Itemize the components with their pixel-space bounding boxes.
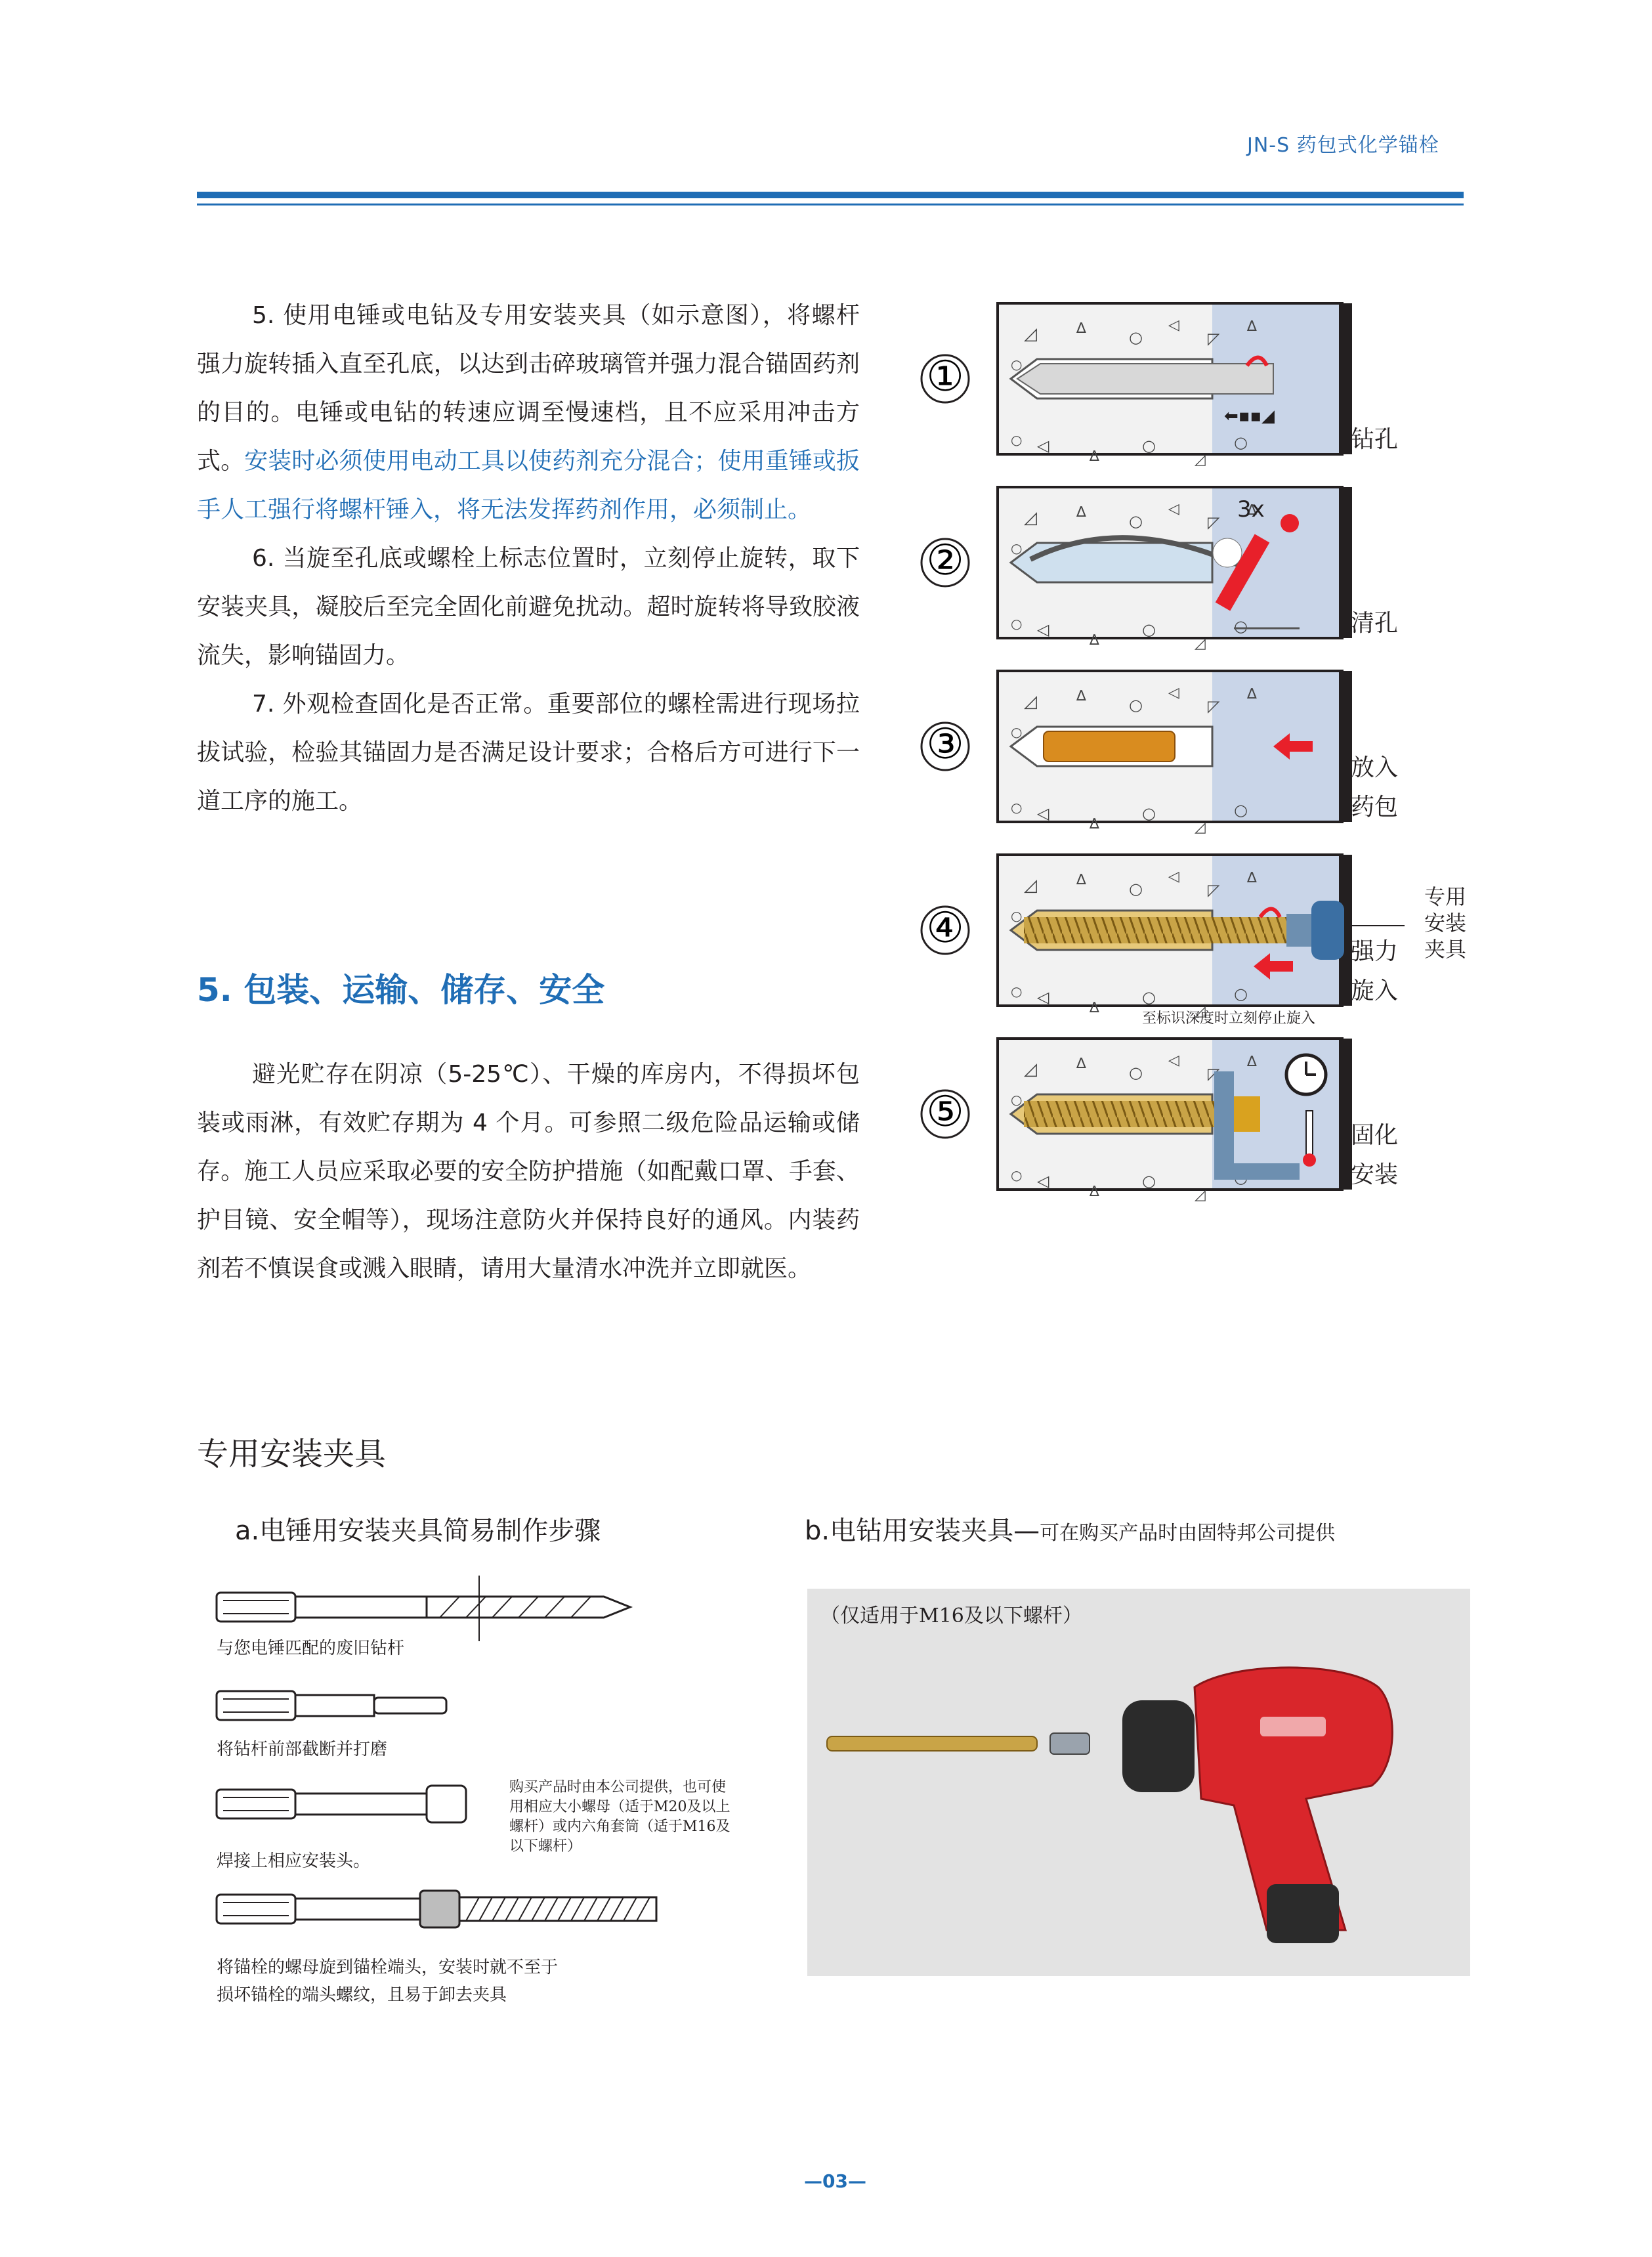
electric-drill-illustration xyxy=(807,1589,1470,1976)
step-3-number: ③ xyxy=(926,720,964,769)
depth-note: 至标识深度时立刻停止旋入 xyxy=(1142,1010,1316,1027)
step-2-marker xyxy=(921,536,969,586)
svg-text:⬅▪▪◢: ⬅▪▪◢ xyxy=(1224,406,1275,426)
fixture-a-caption-2: 将钻杆前部截断并打磨 xyxy=(217,1740,388,1759)
step-4-label xyxy=(1351,932,1398,1011)
step-5-label-line1: 固化 xyxy=(1351,1122,1399,1149)
page-number: —03— xyxy=(804,2170,866,2192)
step-5-label-line2: 安装 xyxy=(1351,1161,1399,1188)
fixture-label-line3: 夹具 xyxy=(1424,937,1466,962)
fixture-a-note-line3: 螺杆）或内六角套筒（适于M16及 xyxy=(509,1818,731,1835)
fixture-a-note-line2: 用相应大小螺母（适于M20及以上 xyxy=(509,1799,731,1815)
step-5-warning: 安装时必须使用电动工具以使药剂充分混合；使用重锤或扳手人工强行将螺杆锤入，将无法发挥药剂作用，必须制止。 xyxy=(197,448,860,523)
step-4-number: ④ xyxy=(926,904,964,953)
step-3-label-line1: 放入 xyxy=(1351,754,1399,781)
installation-diagram: ◿ ∆ ○ ◁ ○ ⬅▪▪◢ ① 3x ② ③ ④ ⑤ xyxy=(906,289,1470,1208)
fixture-a-heading: a.电锤用安装夹具简易制作步骤 xyxy=(235,1516,601,1546)
fixture-a-note-line1: 购买产品时由本公司提供，也可使 xyxy=(509,1779,727,1795)
step-4-panel xyxy=(998,855,1352,1020)
step-3-label-line2: 药包 xyxy=(1351,794,1399,821)
step-5-text: 5. 使用电锤或电钻及专用安装夹具（如示意图），将螺杆强力旋转插入直至孔底，以达到击碎玻璃管并强力混合锚固药剂的目的。电锤或电钻的转速应调至慢速档，且不应采用冲击方式。 xyxy=(197,302,860,475)
step-7-paragraph: 7. 外观检查固化是否正常。重要部位的螺栓需进行现场拉拔试验，检验其锚固力是否满足设计要求；合格后方可进行下一道工序的施工。 xyxy=(197,691,860,815)
header-title: JN-S 药包式化学锚栓 xyxy=(1247,134,1439,157)
section-body xyxy=(197,1050,860,1293)
step-4-label-line2: 旋入 xyxy=(1351,978,1399,1004)
fixture-a-caption-1: 与您电锤匹配的废旧钻杆 xyxy=(217,1639,405,1658)
step-2-label: 清孔 xyxy=(1351,610,1399,637)
welded-head xyxy=(217,1786,466,1822)
step-2-badge: 3x xyxy=(1237,496,1265,523)
fixtures-title: 专用安装夹具 xyxy=(197,1436,387,1472)
fixture-a-note xyxy=(509,1778,759,1857)
fixture-a-caption-5: 损坏锚栓的端头螺纹，且易于卸去夹具 xyxy=(217,1985,507,2005)
anchor-rod xyxy=(827,1736,1037,1751)
fixture-a-illustrations xyxy=(210,1562,735,1983)
fixture-b-heading xyxy=(805,1510,1335,1547)
step-5-label xyxy=(1351,1116,1398,1195)
step-1-label: 钻孔 xyxy=(1351,426,1399,453)
step-5-number: ⑤ xyxy=(926,1088,964,1136)
assembled-fixture xyxy=(217,1891,656,1927)
step-5-panel xyxy=(998,1039,1352,1203)
step-3-label xyxy=(1351,748,1398,827)
drill-photo-caption: （仅适用于M16及以下螺杆） xyxy=(820,1604,1082,1627)
fixture-label-line1: 专用 xyxy=(1424,884,1466,909)
drill-body xyxy=(1122,1667,1392,1943)
step-5-marker xyxy=(921,1088,969,1138)
fixture-label xyxy=(1419,884,1472,962)
step-2-panel xyxy=(998,487,1352,652)
step-1-panel xyxy=(998,303,1352,468)
hex-socket xyxy=(1050,1733,1090,1754)
step-2-number: ② xyxy=(926,536,964,585)
step-1-number: ① xyxy=(926,353,964,401)
step-3-marker xyxy=(921,720,969,770)
header-rule xyxy=(197,192,1464,198)
step-3-panel xyxy=(998,671,1352,836)
section-body-paragraph: 避光贮存在阴凉（5-25℃）、干燥的库房内，不得损坏包装或雨淋，有效贮存期为 4 个月。可参照二级危险品运输或储存。施工人员应采取必要的安全防护措施（如配戴口罩、手套、护目镜、安全帽等），现场注意防火并保持良好的通风。内装药剂若不慎误食或溅入眼睛，请用大量清水冲洗并立即就医。 xyxy=(197,1061,860,1282)
step-6-paragraph: 6. 当旋至孔底或螺栓上标志位置时，立刻停止旋转，取下安装夹具，凝胶后至完全固化前避免扰动。超时旋转将导致胶液流失，影响锚固力。 xyxy=(197,545,860,669)
old-drill-bit xyxy=(217,1576,630,1641)
fixture-b-heading-note: 可在购买产品时由固特邦公司提供 xyxy=(1040,1522,1336,1545)
cut-drill-bit xyxy=(217,1691,446,1720)
fixture-a-note-line4: 以下螺杆） xyxy=(509,1838,582,1855)
steps-text xyxy=(197,291,860,826)
step-4-label-line1: 强力 xyxy=(1351,938,1399,965)
fixture-label-line2: 安装 xyxy=(1424,911,1466,935)
step-5-paragraph xyxy=(197,291,860,534)
fixture-a-caption-4: 将锚栓的螺母旋到锚栓端头，安装时就不至于 xyxy=(217,1958,559,1977)
fixture-a-caption-3: 焊接上相应安装头。 xyxy=(217,1851,371,1871)
fixture-b-heading-main: b.电钻用安装夹具— xyxy=(805,1516,1040,1546)
step-4-marker xyxy=(921,904,969,954)
header-rule-thin xyxy=(197,204,1464,205)
step-1-marker xyxy=(921,353,969,402)
section-heading: 5. 包装、运输、储存、安全 xyxy=(197,971,605,1009)
